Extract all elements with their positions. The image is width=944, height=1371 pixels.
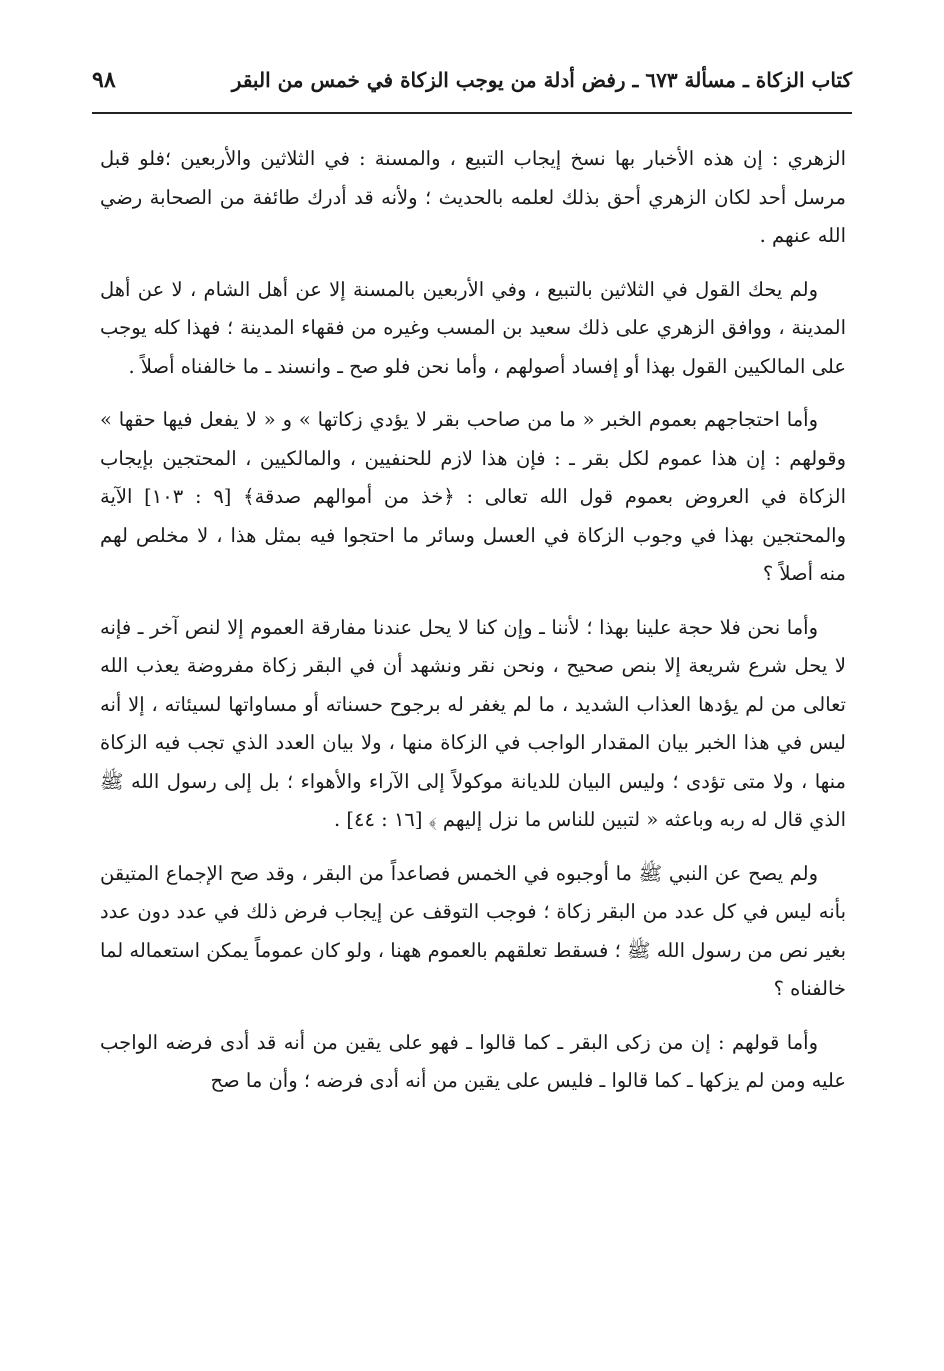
header-divider (92, 112, 852, 114)
body-text (100, 140, 846, 1116)
paragraph: ولم يحك القول في الثلاثين بالتبيع ، وفي الأربعين بالمسنة إلا عن أهل الشام ، لا عن أهل المدينة ، ووافق الزهري على ذلك سعيد بن المسب وغيره من فقهاء المدينة ؛ فهذا كله يوجب على المالكيين القول بهذا أو إفساد أصولهم ، وأما نحن فلو صح ـ وانسند ـ ما خالفناه أصلاً . (100, 277, 846, 378)
paragraph: ولم يصح عن النبي ﷺ ما أوجبوه في الخمس فصاعداً من البقر ، وقد صح الإجماع المتيقن بأنه ليس في كل عدد من البقر زكاة ؛ فوجب التوقف عن إيجاب فرض ذلك في عدد دون عدد بغير نص من رسول الله ﷺ ؛ فسقط تعلقهم بالعموم ههنا ، ولو كان عموماً يمكن استعماله لما خالفناه ؟ (100, 861, 846, 1000)
page-number: ٩٨ (92, 67, 116, 93)
paragraph: وأما احتجاجهم بعموم الخبر « ما من صاحب بقر لا يؤدي زكاتها » و « لا يفعل فيها حقها » وقولهم : إن هذا عموم لكل بقر ـ : فإن هذا لازم للحنفيين ، والمالكيين ، المحتجين بإيجاب الزكاة في العروض بعموم قول الله تعالى : ﴿خذ من أموالهم صدقة﴾ [٩ : ١٠٣] الآية والمحتجين بهذا في وجوب الزكاة في العسل وسائر ما احتجوا فيه بمثل هذا ، لا مخلص لهم منه أصلاً ؟ (100, 408, 847, 585)
paragraph: وأما قولهم : إن من زكى البقر ـ كما قالوا ـ فهو على يقين من أنه قد أدى فرضه الواجب عليه ومن لم يزكها ـ كما قالوا ـ فليس على يقين من أنه أدى فرضه ؛ وأن ما صح (100, 1030, 846, 1092)
paragraph: الزهري : إن هذه الأخبار بها نسخ إيجاب التبيع ، والمسنة : في الثلاثين والأربعين ؛فلو قبل مرسل أحد لكان الزهري أحق بذلك لعلمه بالحديث ؛ ولأنه قد أدرك طائفة من الصحابة رضي الله عنهم . (100, 147, 846, 247)
running-title: كتاب الزكاة ـ مسألة ٦٧٣ ـ رفض أدلة من يوجب الزكاة في خمس من البقر (231, 68, 852, 92)
page-header (92, 58, 852, 102)
paragraph: وأما نحن فلا حجة علينا بهذا ؛ لأننا ـ وإن كنا لا يحل عندنا مفارقة العموم إلا لنص آخر ـ فإنه لا يحل شرع شريعة إلا بنص صحيح ، ونحن نقر ونشهد أن في البقر زكاة مفروضة يعذب الله تعالى من لم يؤدها العذاب الشديد ، ما لم يغفر له برجوح حسناته أو مساواتها لسيئاته ، إلا أنه ليس في هذا الخبر بيان المقدار الواجب في الزكاة منها ، ولا بيان العدد الذي تجب فيه الزكاة منها ، ولا متى تؤدى ؛ وليس البيان للديانة موكولاً إلى الآراء والأهواء ؛ بل إلى رسول الله ﷺ الذي قال له ربه وباعثه « لتبين للناس ما نزل إليهم ﴾ [١٦ : ٤٤] . (100, 615, 846, 831)
